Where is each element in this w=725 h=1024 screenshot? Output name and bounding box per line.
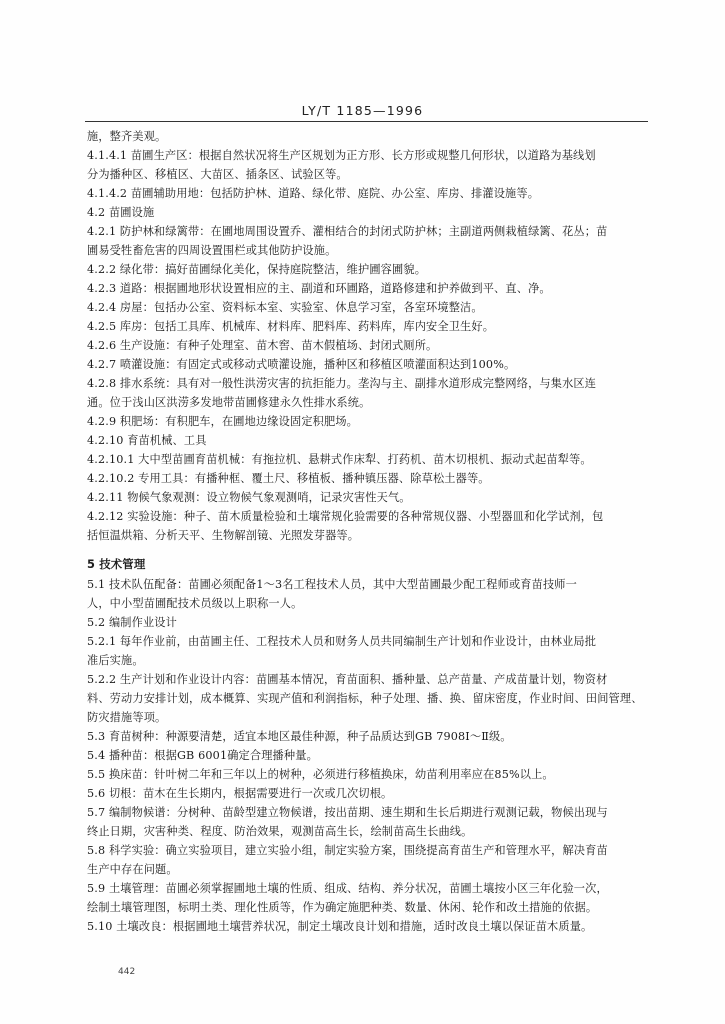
text-line: 4.2.1 防护林和绿篱带：在圃地周围设置乔、灌相结合的封闭式防护林；主副道两侧栽植绿篱、花丛；苗 <box>87 225 608 238</box>
text-line: 圃易受牲畜危害的四周设置围栏或其他防护设施。 <box>87 244 337 257</box>
text-line: 4.2.4 房屋：包括办公室、资料标本室、实验室、休息学习室，各室环境整洁。 <box>87 301 483 314</box>
text-line: 生产中存在问题。 <box>87 863 178 876</box>
text-line: 人，中小型苗圃配技术员级以上职称一人。 <box>87 597 303 610</box>
text-line: 4.2.10.1 大中型苗圃育苗机械：有拖拉机、悬耕式作床犁、打药机、苗木切根机、振动式起苗犁等。 <box>87 453 592 466</box>
text-line: 4.2.9 积肥场：有积肥车，在圃地边缘设固定积肥场。 <box>87 415 359 428</box>
section-heading: 5 技术管理 <box>87 557 146 571</box>
text-line: 5.8 科学实验：确立实验项目，建立实验小组，制定实验方案，围绕提高育苗生产和管理水平，解决育苗 <box>87 844 608 857</box>
text-line: 4.2.6 生产设施：有种子处理室、苗木窖、苗木假植场、封闭式厕所。 <box>87 339 438 352</box>
text-line: 4.2.11 物候气象观测：设立物候气象观测哨，记录灾害性天气。 <box>87 491 411 504</box>
subsection-heading: 4.2.10 育苗机械、工具 <box>87 434 207 447</box>
text-line: 4.2.10.2 专用工具：有播种框、覆土尺、移植板、播种镇压器、除草松土器等。 <box>87 472 490 485</box>
text-line: 料、劳动力安排计划，成本概算、实现产值和利润指标，种子处理、播、换、留床密度，作业时间、田间管理、 <box>87 692 643 705</box>
text-line: 施，整齐美观。 <box>87 130 167 143</box>
body-text <box>87 130 649 934</box>
text-line: 5.2.2 生产计划和作业设计内容：苗圃基本情况，育苗面积、播种量、总产苗量、产成苗量计划，物资材 <box>87 673 608 686</box>
text-line: 准后实施。 <box>87 654 144 667</box>
text-line: 4.2.5 库房：包括工具库、机械库、材料库、肥料库、药料库，库内安全卫生好。 <box>87 320 495 333</box>
text-line: 5.6 切根：苗木在生长期内，根据需要进行一次或几次切根。 <box>87 787 393 800</box>
text-line: 4.2.12 实验设施：种子、苗木质量检验和土壤常规化验需要的各种常规仪器、小型器皿和化学试剂，包 <box>87 510 604 523</box>
page-number: 442 <box>118 967 136 977</box>
subsection-heading: 4.2 苗圃设施 <box>87 206 155 219</box>
text-line: 4.2.3 道路：根据圃地形状设置相应的主、副道和环圃路，道路修建和护养做到平、直、净。 <box>87 282 551 295</box>
text-line: 4.1.4.1 苗圃生产区：根据自然状况将生产区规划为正方形、长方形或规整几何形状，以道路为基线划 <box>87 149 596 162</box>
text-line: 终止日期，灾害种类、程度、防治效果，观测苗高生长，绘制苗高生长曲线。 <box>87 825 473 838</box>
subsection-heading: 5.2 编制作业设计 <box>87 616 177 629</box>
text-line: 通。位于浅山区洪涝多发地带苗圃修建永久性排水系统。 <box>87 396 371 409</box>
text-line: 绘制土壤管理图，标明土类、理化性质等，作为确定施肥种类、数量、休闲、轮作和改土措施的依据。 <box>87 901 598 914</box>
text-line: 5.7 编制物候谱：分树种、苗龄型建立物候谱，按出苗期、速生期和生长后期进行观测记载，物候出现与 <box>87 806 608 819</box>
text-line: 4.2.7 喷灌设施：有固定式或移动式喷灌设施，播种区和移植区喷灌面积达到100%。 <box>87 358 516 371</box>
text-line: 5.1 技术队伍配备：苗圃必须配备1～3名工程技术人员，其中大型苗圃最少配工程师或育苗技师一 <box>87 578 577 591</box>
text-line: 括恒温烘箱、分析天平、生物解剖镜、光照发芽器等。 <box>87 529 360 542</box>
text-line: 5.9 土壤管理：苗圃必须掌握圃地土壤的性质、组成、结构、养分状况，苗圃土壤按小区三年化验一次， <box>87 882 608 895</box>
text-line: 5.3 育苗树种：种源要清楚，适宜本地区最佳种源，种子品质达到GB 7908Ⅰ～Ⅱ级。 <box>87 730 512 743</box>
standard-code-header: LY/T 1185—1996 <box>301 103 424 118</box>
text-line: 5.10 土壤改良：根据圃地土壤营养状况，制定土壤改良计划和措施，适时改良土壤以保证苗木质量。 <box>87 920 593 933</box>
text-line: 5.5 换床苗：针叶树二年和三年以上的树种，必须进行移植换床，幼苗利用率应在85%以上。 <box>87 768 554 781</box>
text-line: 4.1.4.2 苗圃辅助用地：包括防护林、道路、绿化带、庭院、办公室、库房、排灌设施等。 <box>87 187 540 200</box>
text-line: 防灾措施等项。 <box>87 711 167 724</box>
text-line: 5.4 播种苗：根据GB 6001确定合理播种量。 <box>87 749 318 762</box>
text-line: 4.2.8 排水系统：具有对一般性洪涝灾害的抗拒能力。垄沟与主、副排水道形成完整网络，与集水区连 <box>87 377 597 390</box>
text-line: 5.2.1 每年作业前，由苗圃主任、工程技术人员和财务人员共同编制生产计划和作业设计，由林业局批 <box>87 635 597 648</box>
text-line: 4.2.2 绿化带：搞好苗圃绿化美化，保持庭院整洁，维护圃容圃貌。 <box>87 263 427 276</box>
text-line: 分为播种区、移植区、大苗区、插条区、试验区等。 <box>87 168 348 181</box>
header-rule <box>85 121 648 122</box>
